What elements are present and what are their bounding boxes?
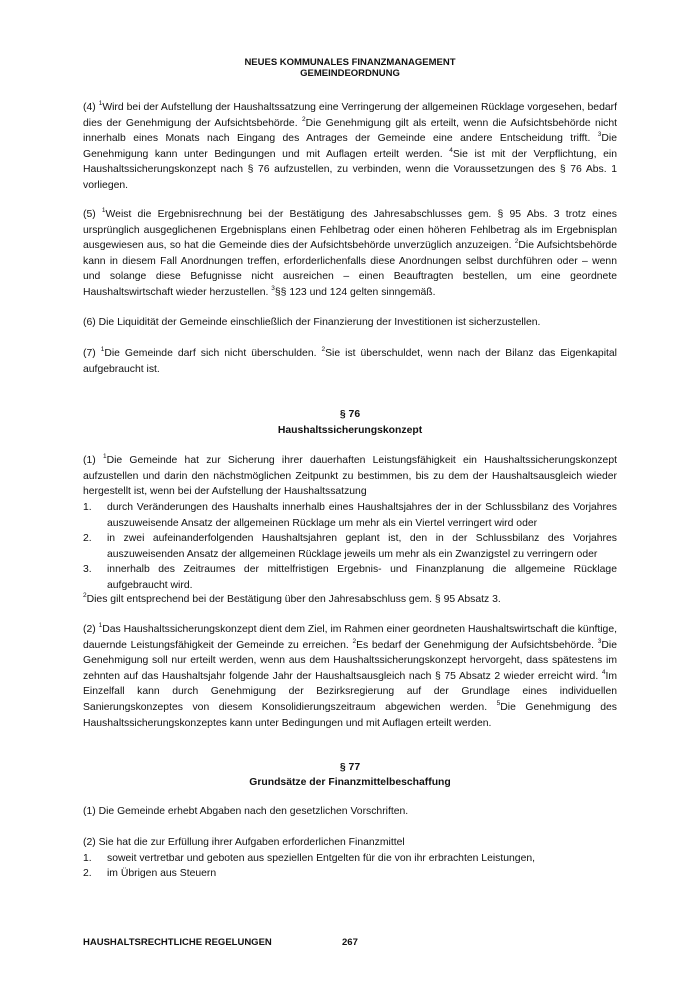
running-header-subtitle: GEMEINDEORDNUNG <box>300 68 400 79</box>
section-76-paragraph-1: (1) $^1$Die Gemeinde hat zur Sicherung ihrer dauerhaften Leistungsfähigkeit ein Haushaltssicherungskonzept aufzustellen und darin den nächstmöglichen Zeitpunkt zu bestimmen, bis zu dem der Haushaltsausgleich wieder hergestellt ist, wenn bei der Aufstellung der Haushaltssatzung <box>83 453 617 498</box>
list-item: 3. innerhalb des Zeitraumes der mittelfristigen Ergebnis- und Finanzplanung die allgemeine Rücklage aufgebraucht wird. <box>83 564 617 591</box>
section-76-number: § 76 <box>339 409 361 420</box>
section-76-paragraph-2: (2) $^1$Das Haushaltssicherungskonzept dient dem Ziel, im Rahmen einer geordneten Haushaltswirtschaft die künftige, dauernde Leistungsfähigkeit der Gemeinde zu erreichen. $^2$Es bedarf der Genehmigung der Aufsichtsbehörde. $^3$Die Genehmigung soll nur erteilt werden, wenn aus dem Haushaltssicherungskonzept hervorgeht, dass spätestens im zehnten auf das Haushaltsjahr folgende Jahr der Haushaltsausgleich nach § 75 Absatz 2 wieder erreicht wird. $^4$Im Einzelfall kann durch Genehmigung der Bezirksregierung auf der Grundlage eines individuellen Sanierungskonzeptes von diesem Konsolidierungszeitraum abgewichen werden. $^5$Die Genehmigung des Haushaltssicherungskonzeptes kann unter Bedingungen und mit Auflagen erteilt werden. <box>83 622 617 729</box>
section-76-paragraph-1-sentence-2: $^2$Dies gilt entsprechend bei der Bestätigung über den Jahresabschluss gem. § 95 Absatz 3. <box>83 592 501 605</box>
page-number: 267 <box>342 937 358 948</box>
section-77-paragraph-2: (2) Sie hat die zur Erfüllung ihrer Aufgaben erforderlichen Finanzmittel <box>83 837 405 848</box>
section-77-title: Grundsätze der Finanzmittelbeschaffung <box>249 777 451 788</box>
paragraph-5: (5) $^1$Weist die Ergebnisrechnung bei der Bestätigung des Jahresabschlusses gem. § 95 Abs. 3 trotz eines ursprünglich ausgeglichenen Ergebnisplans einen Fehlbetrag oder einen höheren Fehlbetrag als im Ergebnisplan ausgewiesen aus, so hat die Gemeinde dies der Aufsichtsbehörde unverzüglich anzuzeigen. $^2$Die Aufsichtsbehörde kann in diesem Fall Anordnungen treffen, erforderlichenfalls diese Anordnungen selbst durchführen oder – wenn und solange diese Befugnisse nicht ausreichen – einen Beauftragten bestellen, um eine geordnete Haushaltswirtschaft wieder herzustellen. $^3$§§ 123 und 124 gelten sinngemäß. <box>83 207 617 298</box>
footer-title: HAUSHALTSRECHTLICHE REGELUNGEN <box>83 937 272 948</box>
paragraph-7: (7) $^1$Die Gemeinde darf sich nicht überschulden. $^2$Sie ist überschuldet, wenn nach der Bilanz das Eigenkapital aufgebraucht ist. <box>83 346 617 375</box>
section-77-paragraph-1: (1) Die Gemeinde erhebt Abgaben nach den gesetzlichen Vorschriften. <box>83 806 409 817</box>
running-header-title: NEUES KOMMUNALES FINANZMANAGEMENT <box>244 57 456 68</box>
section-77-number: § 77 <box>339 762 361 773</box>
list-item: 2. in zwei aufeinanderfolgenden Haushaltsjahren geplant ist, den in der Schlussbilanz des Vorjahres auszuweisenden Ansatz der allgemeinen Rücklage jeweils um mehr als ein Zwanzigstel zu verringern oder <box>83 533 617 560</box>
list-item: 1. soweit vertretbar und geboten aus speziellen Entgelten für die von ihr erbrachten Leistungen, <box>83 853 536 864</box>
section-76-title: Haushaltssicherungskonzept <box>277 425 423 436</box>
list-item: 1. durch Veränderungen des Haushalts innerhalb eines Haushaltsjahres der in der Schlussbilanz des Vorjahres auszuweisende Ansatz der allgemeinen Rücklage um mehr als ein Viertel verringert wird oder <box>83 502 617 529</box>
paragraph-4: (4) $^1$Wird bei der Aufstellung der Haushaltssatzung eine Verringerung der allgemeinen Rücklage vorgesehen, bedarf dies der Genehmigung der Aufsichtsbehörde. $^2$Die Genehmigung gilt als erteilt, wenn die Aufsichtsbehörde nicht innerhalb eines Monats nach Eingang des Antrages der Gemeinde eine andere Entscheidung trifft. $^3$Die Genehmigung kann unter Bedingungen und mit Auflagen erteilt werden. $^4$Sie ist mit der Verpflichtung, ein Haushaltssicherungskonzept nach § 76 aufzustellen, zu verbinden, wenn die Voraussetzungen des § 76 Abs. 1 vorliegen. <box>83 100 617 191</box>
paragraph-6: (6) Die Liquidität der Gemeinde einschließlich der Finanzierung der Investitionen ist sicherzustellen. <box>83 317 541 328</box>
list-item: 2. im Übrigen aus Steuern <box>83 868 217 879</box>
